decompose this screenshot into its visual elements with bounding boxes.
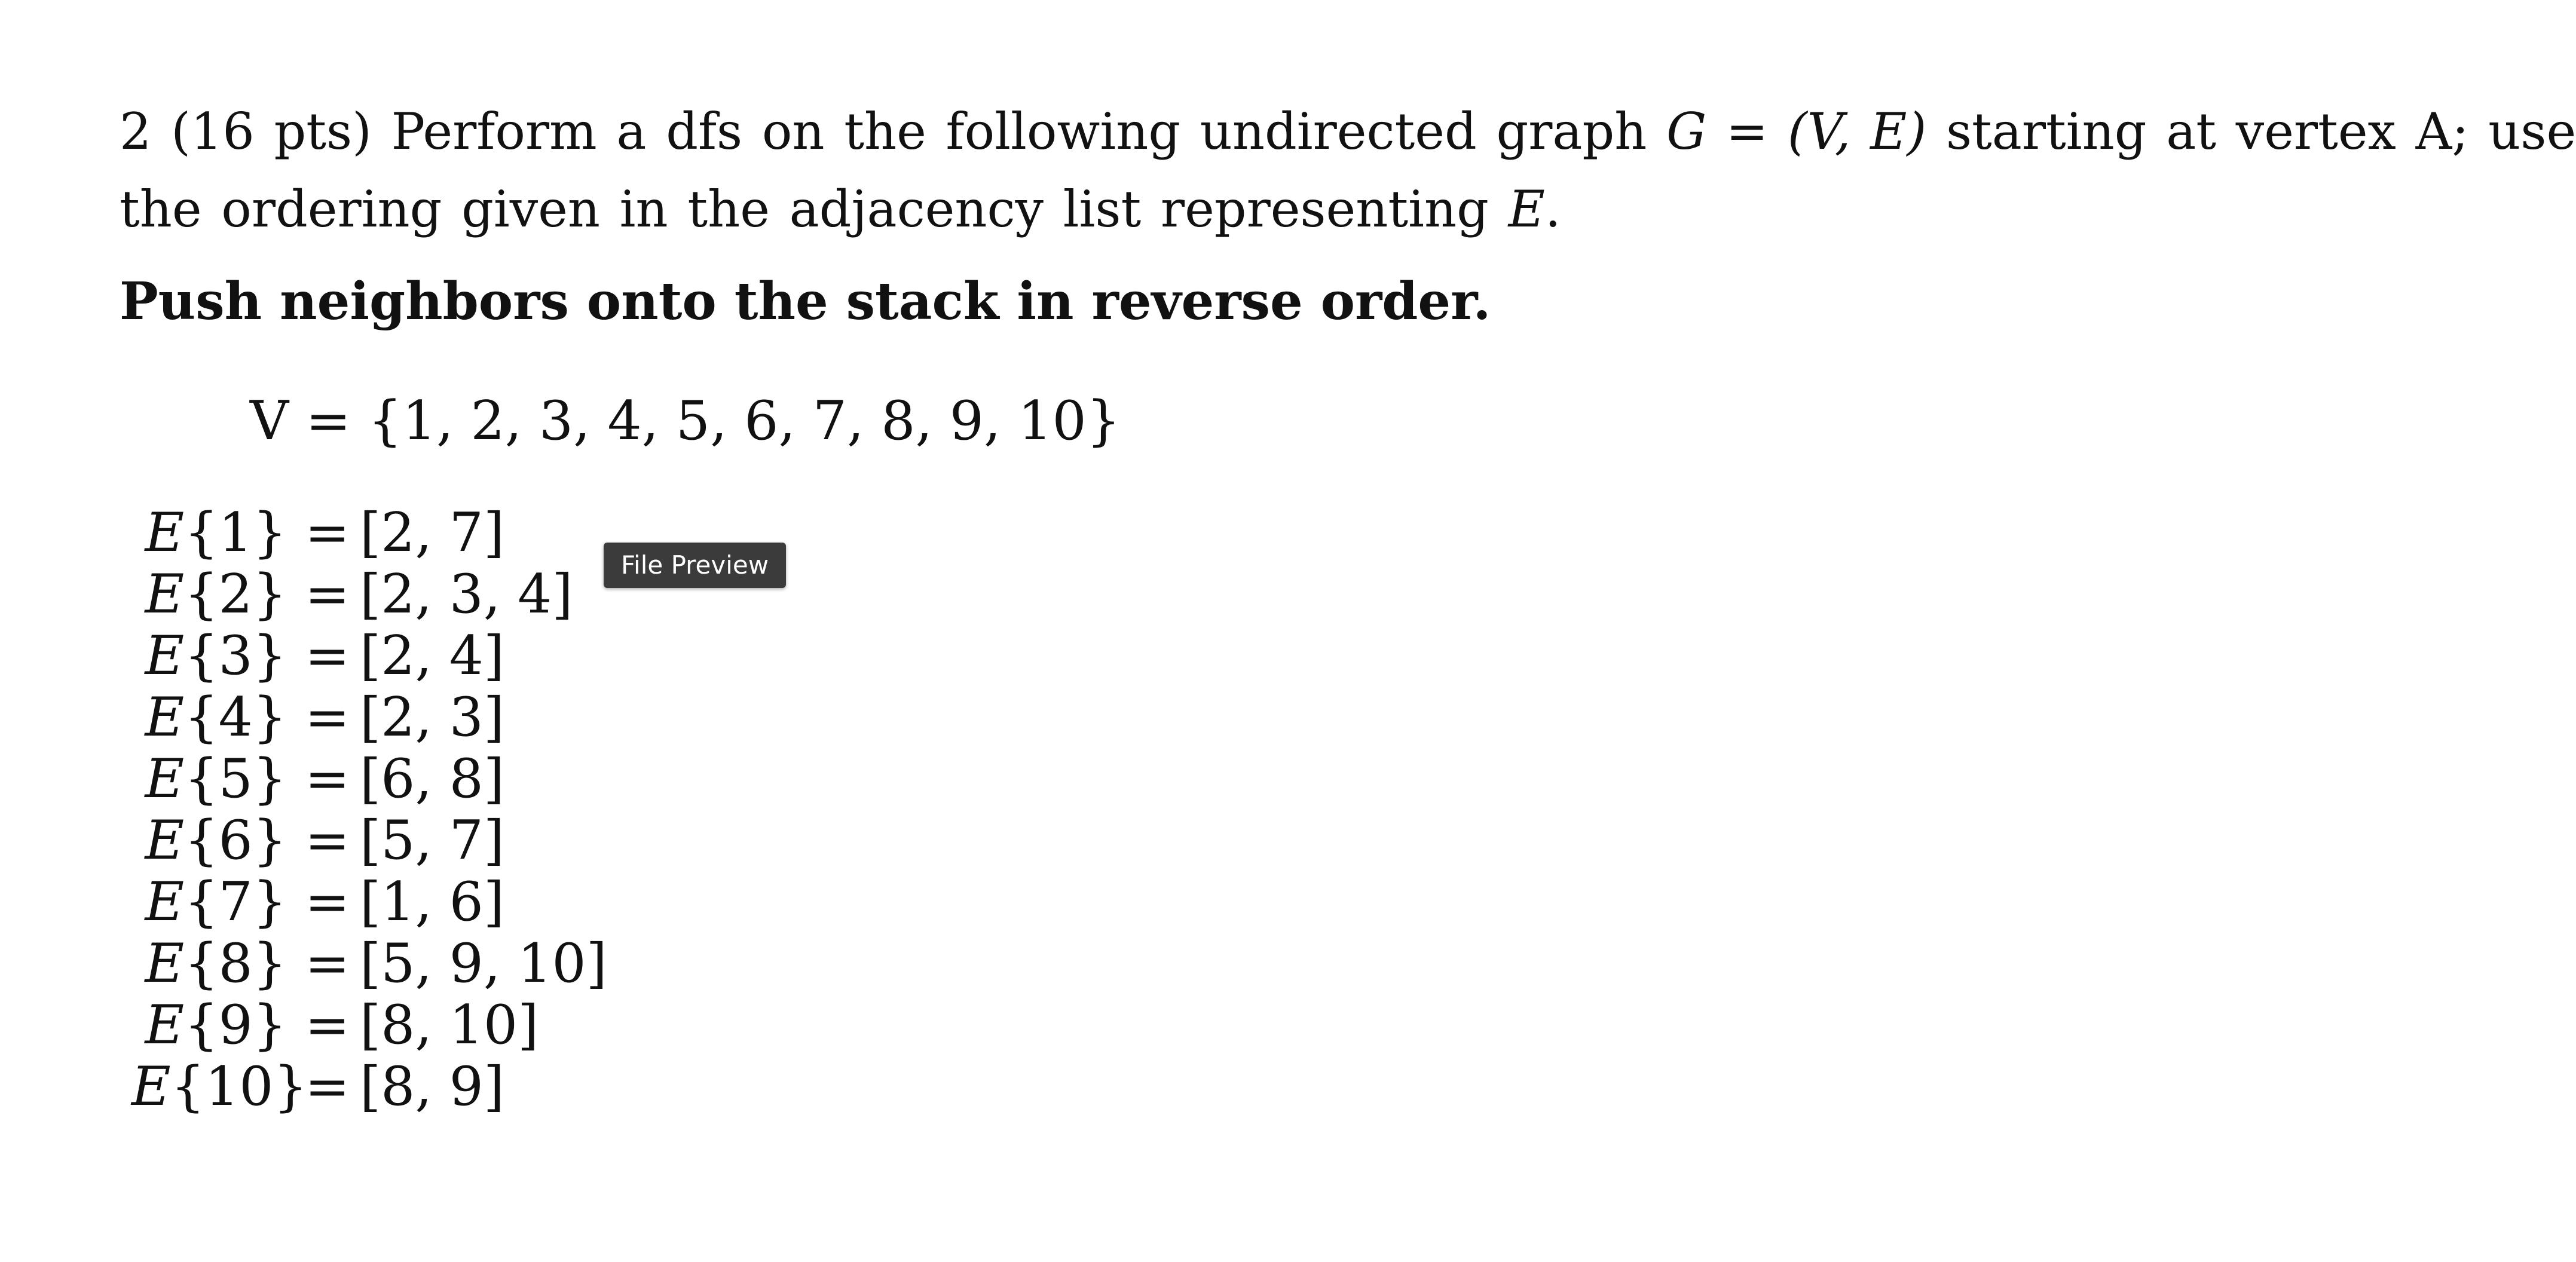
file-preview-tooltip[interactable]: File Preview	[604, 543, 786, 588]
edge-label: E	[145, 809, 185, 872]
graph-symbol: G	[1666, 102, 1707, 161]
edge-label: E	[145, 686, 185, 749]
edge-index: {5}	[184, 748, 287, 810]
problem-number: 2	[120, 102, 152, 161]
edge-equals: =	[305, 932, 350, 995]
edge-symbol: E	[1508, 180, 1545, 238]
period: .	[1544, 180, 1561, 238]
edge-equals: =	[305, 994, 350, 1056]
vertex-set	[250, 388, 1121, 454]
problem-text-1-tail: starting at vertex A; use	[1945, 102, 2576, 161]
vertex-set-label: V	[250, 390, 289, 452]
edge-neighbors: [2, 7]	[360, 501, 504, 564]
edge-neighbors: [8, 9]	[360, 1055, 504, 1118]
edge-equals: =	[305, 871, 350, 933]
vertex-set-equals: =	[305, 390, 351, 452]
edge-index: {10}	[170, 1055, 308, 1118]
problem-statement-line-2	[120, 179, 1561, 239]
edge-equals: =	[305, 686, 350, 749]
edge-label: E	[145, 501, 185, 564]
edge-label: E	[145, 748, 185, 810]
edge-index: {3}	[184, 624, 287, 687]
edge-equals: =	[305, 809, 350, 872]
edge-neighbors: [6, 8]	[360, 748, 504, 810]
edge-label: E	[145, 994, 185, 1056]
edge-neighbors: [8, 10]	[360, 994, 539, 1056]
edge-label: E	[145, 624, 185, 687]
edge-index: {4}	[184, 686, 287, 749]
edge-index: {7}	[184, 871, 287, 933]
graph-equals: =	[1726, 102, 1769, 161]
edge-equals: =	[305, 748, 350, 810]
edge-index: {9}	[184, 994, 287, 1056]
edge-equals: =	[305, 501, 350, 564]
edge-neighbors: [5, 7]	[360, 809, 504, 872]
edge-neighbors: [5, 9, 10]	[360, 932, 607, 995]
problem-statement-line-1	[120, 102, 2576, 161]
problem-points: (16 pts)	[171, 102, 372, 161]
edge-equals: =	[305, 563, 350, 626]
edge-neighbors: [2, 4]	[360, 624, 504, 687]
edge-label: E	[145, 871, 185, 933]
edge-neighbors: [2, 3, 4]	[360, 563, 573, 626]
edge-label: E	[131, 1055, 171, 1118]
edge-label: E	[145, 932, 185, 995]
edge-neighbors: [1, 6]	[360, 871, 504, 933]
edge-neighbors: [2, 3]	[360, 686, 504, 749]
problem-text-1: Perform a dfs on the following undirected graph	[391, 102, 1647, 161]
problem-text-2: the ordering given in the adjacency list representing	[120, 180, 1489, 238]
edge-equals: =	[305, 1055, 350, 1118]
edge-index: {1}	[184, 501, 287, 564]
edge-equals: =	[305, 624, 350, 687]
graph-definition: (V, E)	[1787, 102, 1927, 161]
edge-index: {6}	[184, 809, 287, 872]
edge-index: {2}	[184, 563, 287, 626]
instruction: Push neighbors onto the stack in reverse order.	[120, 271, 1491, 332]
vertex-set-value: {1, 2, 3, 4, 5, 6, 7, 8, 9, 10}	[368, 390, 1121, 452]
edge-label: E	[145, 563, 185, 626]
edge-index: {8}	[184, 932, 287, 995]
